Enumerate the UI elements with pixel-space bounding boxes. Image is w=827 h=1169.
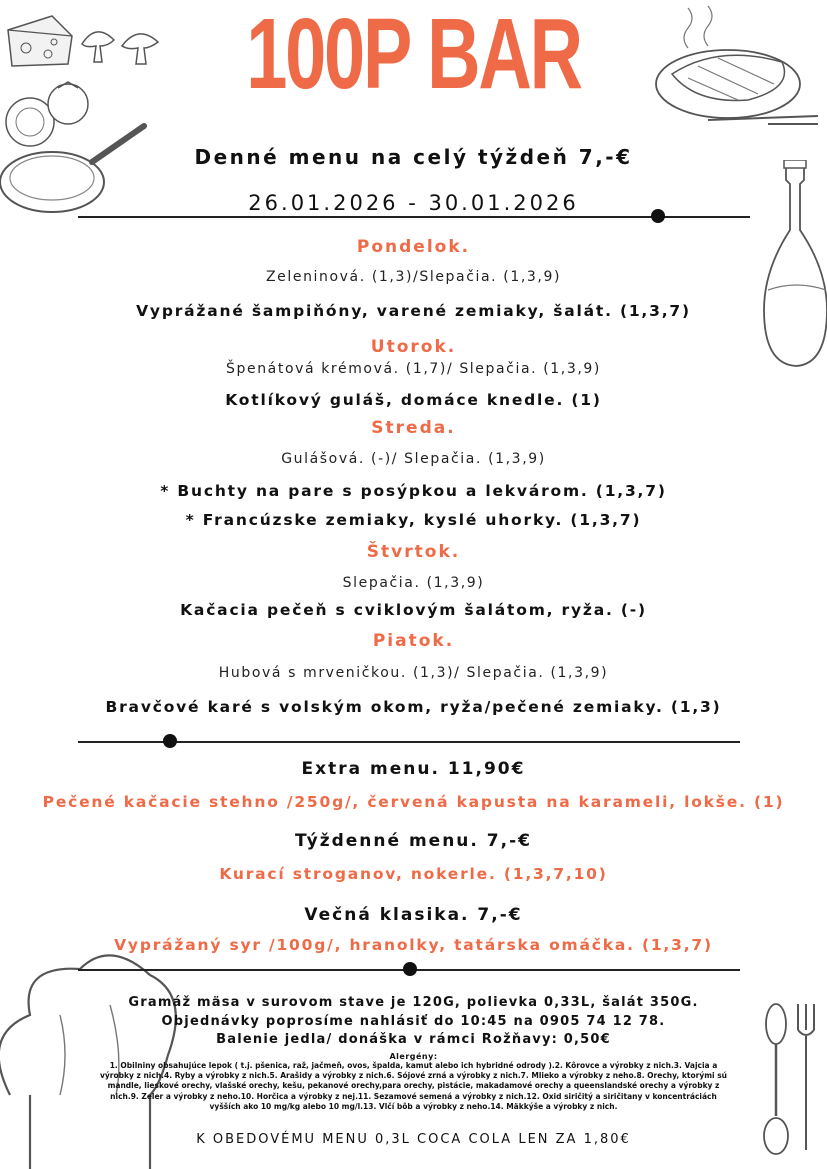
divider-dot: [651, 209, 665, 223]
info-packaging: Balenie jedla/ donáška v rámci Rožňavy: 0,50€: [216, 1032, 611, 1047]
weekly-menu-item: Kurací stroganov, nokerle. (1,3,7,10): [219, 865, 608, 883]
cheese-icon: [4, 10, 76, 70]
divider-dot: [403, 962, 417, 976]
meal-tuesday: Kotlíkový guláš, domáce knedle. (1): [225, 391, 602, 409]
classic-menu-title: Večná klasika. 7,-€: [304, 905, 523, 925]
allergens-heading: Alergény:: [389, 1052, 438, 1061]
brand-logo: 100P BAR: [246, 0, 581, 110]
soup-tuesday: Špenátová krémová. (1,7)/ Slepačia. (1,3,9): [226, 361, 601, 377]
allergens-text: 1. Obilniny obsahujúce lepok ( t.j. pšenica, raž, jačmeň, ovos, špalda, kamut alebo ich hybridné odrody ).2. Kôrovce a výrobky z nich.3. Vajcia a výrobky z nich.4. Ryby a výrobky z nich.5. Arašidy a výrobky z nich.6. Sójové zrná a výrobky z nich.7. Mlieko a výrobky z neho.8. Orechy, ktorými sú mandle, lieskové orechy, vlašské orechy, kešu, pekanové orechy,para orechy, pistácie, makadamové orechy a queenslandské orechy a výrobky z nich.9. Zeler a výrobky z neho.10. Horčica a výrobky z nej.11. Sezamové semená a výrobky z nich.12. Oxid siričitý a siričitany v koncentráciách vyšších ako 10 mg/kg alebo 10 mg/l.13. Vlčí bôb a výrobky z neho.14. Mäkkýše a výrobky z nich.: [100, 1061, 728, 1111]
day-wednesday: Streda.: [371, 418, 456, 438]
extra-menu-title: Extra menu. 11,90€: [301, 759, 526, 779]
meal-friday: Bravčové karé s volským okom, ryža/pečené zemiaky. (1,3): [105, 698, 722, 716]
weekly-menu-title: Týždenné menu. 7,-€: [295, 831, 532, 851]
soup-thursday: Slepačia. (1,3,9): [342, 575, 485, 591]
soup-wednesday: Gulášová. (-)/ Slepačia. (1,3,9): [281, 451, 546, 467]
meal-wednesday-1: * Buchty na pare s posýpkou a lekvárom. (1,3,7): [160, 482, 667, 500]
meal-thursday: Kačacia pečeň s cviklovým šalátom, ryža. (-): [180, 601, 647, 619]
day-tuesday: Utorok.: [370, 337, 457, 357]
meal-monday: Vyprážané šampiňóny, varené zemiaky, šalát. (1,3,7): [136, 302, 691, 320]
info-portion: Gramáž mäsa v surovom stave je 120G, polievka 0,33L, šalát 350G.: [128, 995, 699, 1010]
day-friday: Piatok.: [372, 631, 455, 651]
soup-friday: Hubová s mrveničkou. (1,3)/ Slepačia. (1,3,9): [218, 665, 609, 681]
meal-wednesday-2: * Francúzske zemiaky, kyslé uhorky. (1,3,7): [185, 511, 642, 529]
day-thursday: Štvrtok.: [366, 542, 461, 562]
menu-dates: 26.01.2026 - 30.01.2026: [248, 191, 579, 215]
extra-menu-item: Pečené kačacie stehno /250g/, červená kapusta na karameli, lokše. (1): [42, 793, 785, 811]
divider: [78, 741, 740, 743]
divider: [78, 216, 750, 218]
day-monday: Pondelok.: [356, 237, 471, 257]
soup-monday: Zeleninová. (1,3)/Slepačia. (1,3,9): [265, 269, 562, 285]
coke-offer: K OBEDOVÉMU MENU 0,3L COCA COLA LEN ZA 1,80€: [196, 1132, 631, 1147]
classic-menu-item: Vyprážaný syr /100g/, hranolky, tatárska omáčka. (1,3,7): [114, 936, 713, 954]
divider-dot: [163, 734, 177, 748]
info-orders: Objednávky poprosíme nahlásiť do 10:45 na 0905 74 12 78.: [161, 1014, 666, 1029]
menu-title: Denné menu na celý týždeň 7,-€: [194, 145, 633, 169]
